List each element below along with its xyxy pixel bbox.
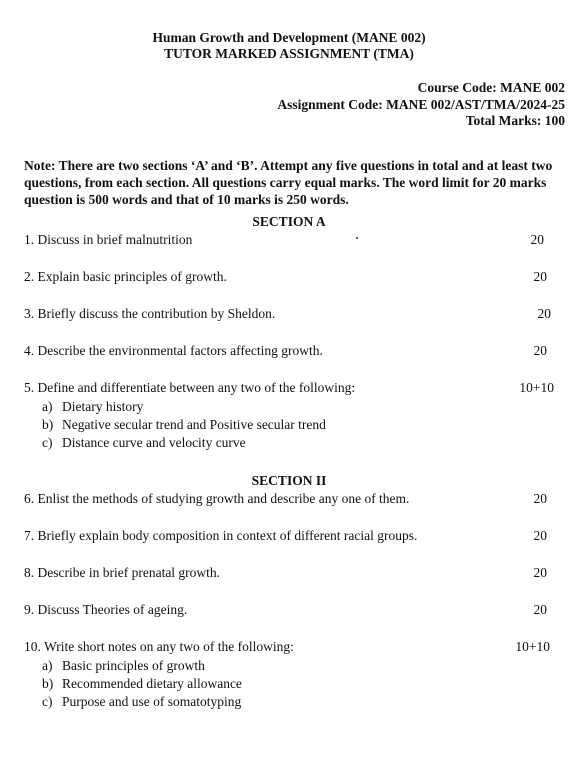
- sub-text: Negative secular trend and Positive secular trend: [62, 417, 326, 432]
- sub-item-10c: [42, 693, 241, 711]
- question-marks: 20: [530, 232, 544, 247]
- assignment-codes: [277, 80, 565, 130]
- sub-item-5c: [42, 434, 246, 452]
- sub-text: Distance curve and velocity curve: [62, 435, 246, 450]
- question-text: 6. Enlist the methods of studying growth and describe any one of them.: [24, 491, 410, 506]
- sub-label: a): [42, 658, 53, 673]
- sub-label: b): [42, 417, 54, 432]
- question-text: 4. Describe the environmental factors affecting growth.: [24, 343, 323, 358]
- course-title: Human Growth and Development (MANE 002): [152, 30, 426, 45]
- question-5: [24, 380, 554, 396]
- course-code: Course Code: MANE 002: [417, 80, 565, 95]
- question-6: [24, 491, 554, 507]
- sub-item-10a: [42, 657, 205, 675]
- question-7: [24, 528, 554, 544]
- document-header: [0, 30, 578, 62]
- assignment-type: TUTOR MARKED ASSIGNMENT (TMA): [164, 46, 414, 61]
- question-marks: 20: [533, 528, 547, 543]
- assignment-code: Assignment Code: MANE 002/AST/TMA/2024-25: [277, 96, 565, 112]
- question-marks: 20: [533, 602, 547, 617]
- question-2: [24, 269, 554, 285]
- question-text: 10. Write short notes on any two of the following:: [24, 639, 294, 654]
- section-a-title: SECTION A: [252, 214, 326, 229]
- sub-text: Dietary history: [62, 399, 144, 414]
- question-marks: 20: [533, 269, 547, 284]
- sub-label: a): [42, 399, 53, 414]
- question-marks: 20: [533, 343, 547, 358]
- question-text: 1. Discuss in brief malnutrition: [24, 232, 193, 247]
- instructions-note: Note: There are two sections ‘A’ and ‘B’. Attempt any five questions in total and at least two questions, from each section. All questions carry equal marks. The word limit for 20 marks question is 500 words and that of 10 marks is 250 words.: [24, 158, 553, 207]
- section-b-title: SECTION II: [251, 473, 327, 488]
- question-3: [24, 306, 554, 322]
- sub-label: c): [42, 435, 53, 450]
- sub-item-10b: [42, 675, 242, 693]
- question-text: 9. Discuss Theories of ageing.: [24, 602, 188, 617]
- question-text: 7. Briefly explain body composition in context of different racial groups.: [24, 528, 418, 543]
- question-marks: 20: [533, 491, 547, 506]
- question-marks: 10+10: [519, 380, 554, 395]
- question-marks: 20: [537, 306, 551, 321]
- question-text: 8. Describe in brief prenatal growth.: [24, 565, 221, 580]
- sub-text: Purpose and use of somatotyping: [62, 694, 242, 709]
- sub-text: Basic principles of growth: [62, 658, 205, 673]
- question-10: [24, 639, 554, 655]
- sub-item-5a: [42, 398, 143, 416]
- question-marks: 20: [533, 565, 547, 580]
- question-text: 2. Explain basic principles of growth.: [24, 269, 227, 284]
- total-marks: Total Marks: 100: [465, 113, 565, 128]
- question-marks: 10+10: [515, 639, 550, 654]
- sub-label: b): [42, 676, 54, 691]
- sub-item-5b: [42, 416, 326, 434]
- question-1: [24, 232, 554, 248]
- question-4: [24, 343, 554, 359]
- sub-text: Recommended dietary allowance: [62, 676, 242, 691]
- question-9: [24, 602, 554, 618]
- question-8: [24, 565, 554, 581]
- sub-label: c): [42, 694, 53, 709]
- question-text: 5. Define and differentiate between any two of the following:: [24, 380, 356, 395]
- question-text: 3. Briefly discuss the contribution by Sheldon.: [24, 306, 276, 321]
